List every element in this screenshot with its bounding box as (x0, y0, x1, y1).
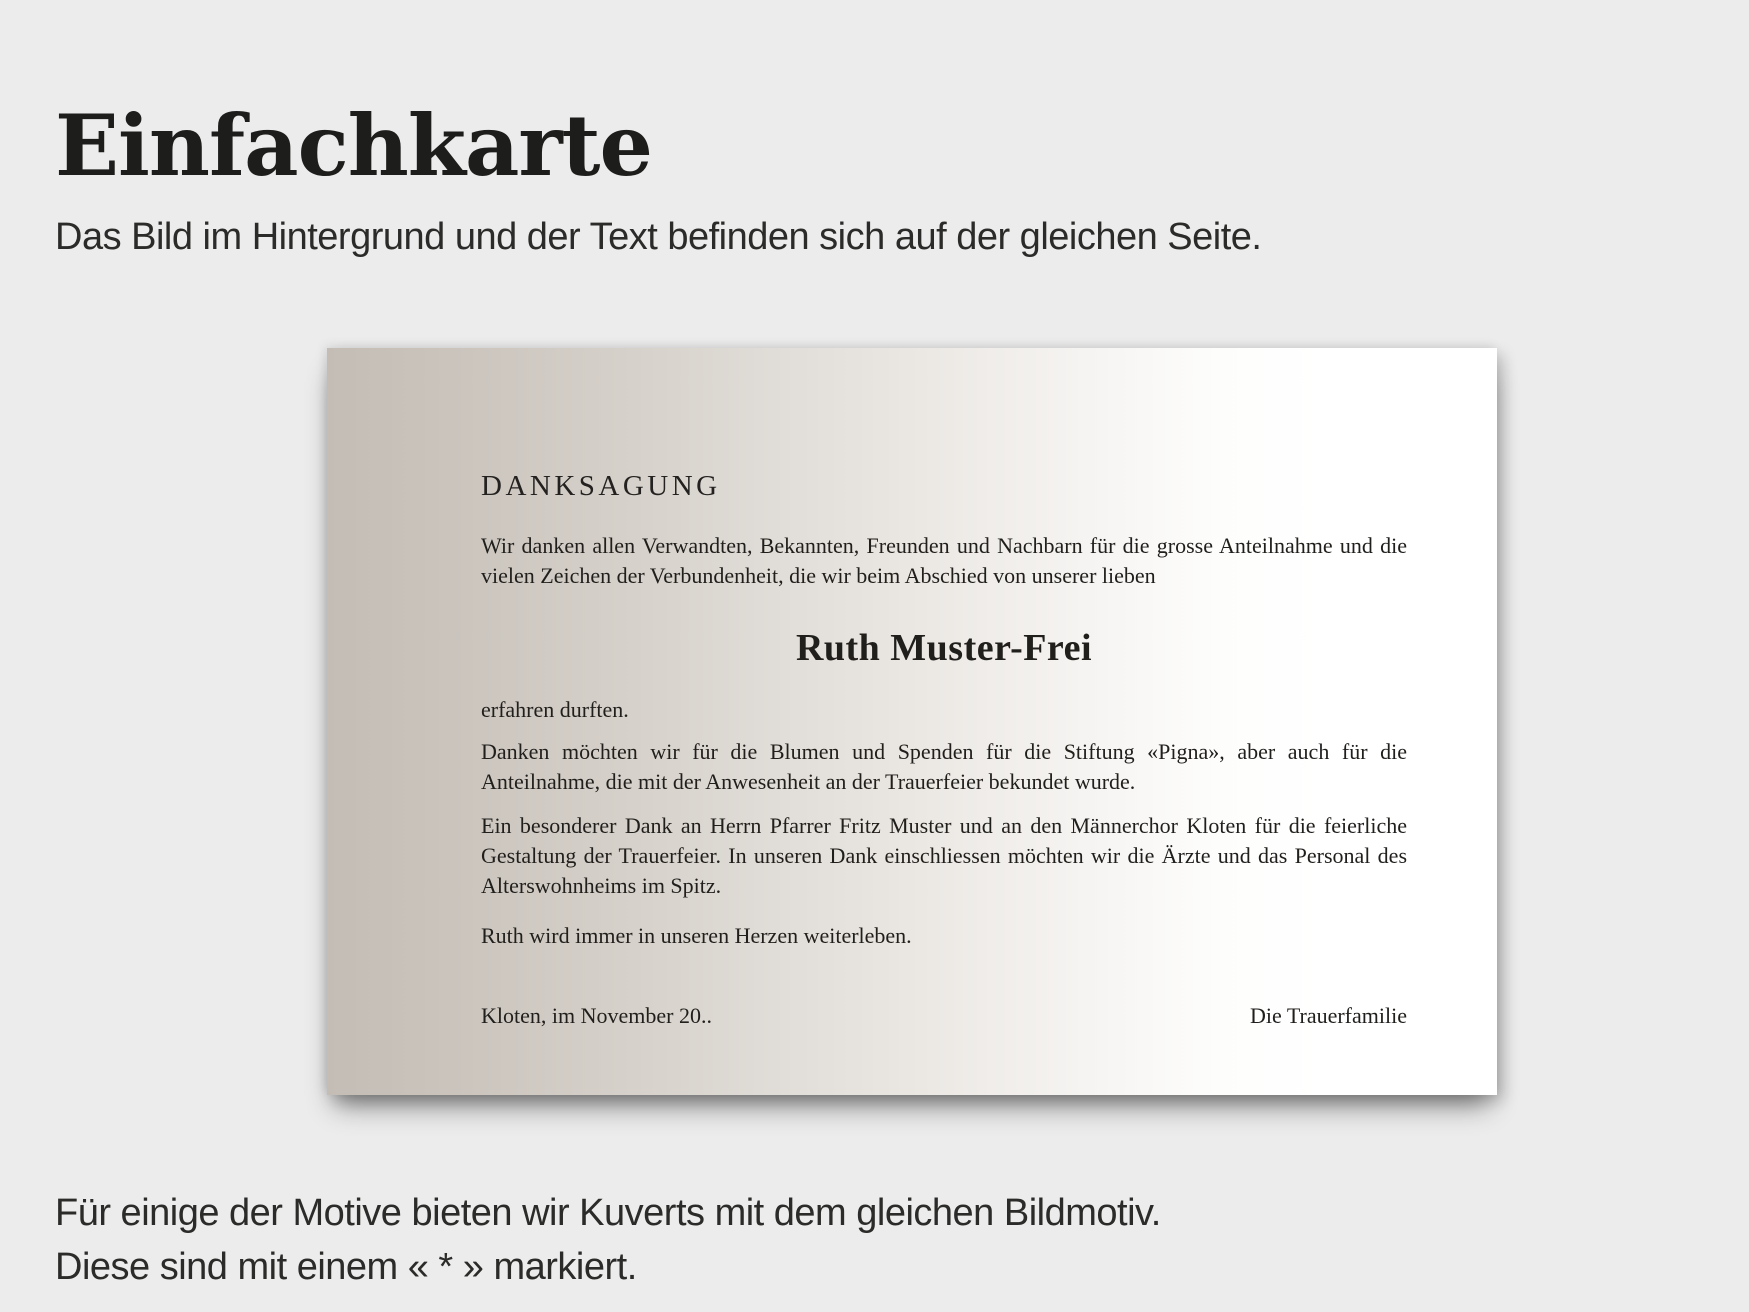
card-after-name-line: erfahren durften. (481, 697, 629, 722)
page-footer (55, 1186, 1161, 1294)
card-signature-row (481, 1001, 1407, 1031)
deceased-name: Ruth Muster-Frei (795, 627, 1093, 669)
page-title: Einfachkarte (55, 96, 652, 196)
footer-line-2: Diese sind mit einem « * » markiert. (55, 1246, 637, 1288)
card-special-thanks-paragraph: Ein besonderer Dank an Herrn Pfarrer Fritz Muster und an den Männerchor Kloten für die feierliche Gestaltung der Trauerfeier. In unseren Dank einschliessen möchten wir die Ärzte und das Personal des Alterswohnheims im Spitz. (481, 813, 1407, 898)
card-thanks-paragraph: Danken möchten wir für die Blumen und Spenden für die Stiftung «Pigna», aber auch für die Anteilnahme, die mit der Anwesenheit an der Trauerfeier bekundet wurde. (481, 739, 1407, 794)
card-closing-line: Ruth wird immer in unseren Herzen weiterleben. (481, 923, 912, 948)
card-signature: Die Trauerfamilie (1249, 1003, 1407, 1028)
page-subtitle: Das Bild im Hintergrund und der Text befinden sich auf der gleichen Seite. (55, 216, 1262, 258)
memorial-card-preview (327, 348, 1497, 1095)
card-intro-paragraph: Wir danken allen Verwandten, Bekannten, Freunden und Nachbarn für die grosse Anteilnahme und die vielen Zeichen der Verbundenheit, die wir beim Abschied von unserer lieben (481, 533, 1407, 588)
card-heading: DANKSAGUNG (481, 470, 721, 502)
card-place-date: Kloten, im November 20.. (481, 1003, 712, 1028)
footer-line-1: Für einige der Motive bieten wir Kuverts mit dem gleichen Bildmotiv. (55, 1192, 1161, 1234)
